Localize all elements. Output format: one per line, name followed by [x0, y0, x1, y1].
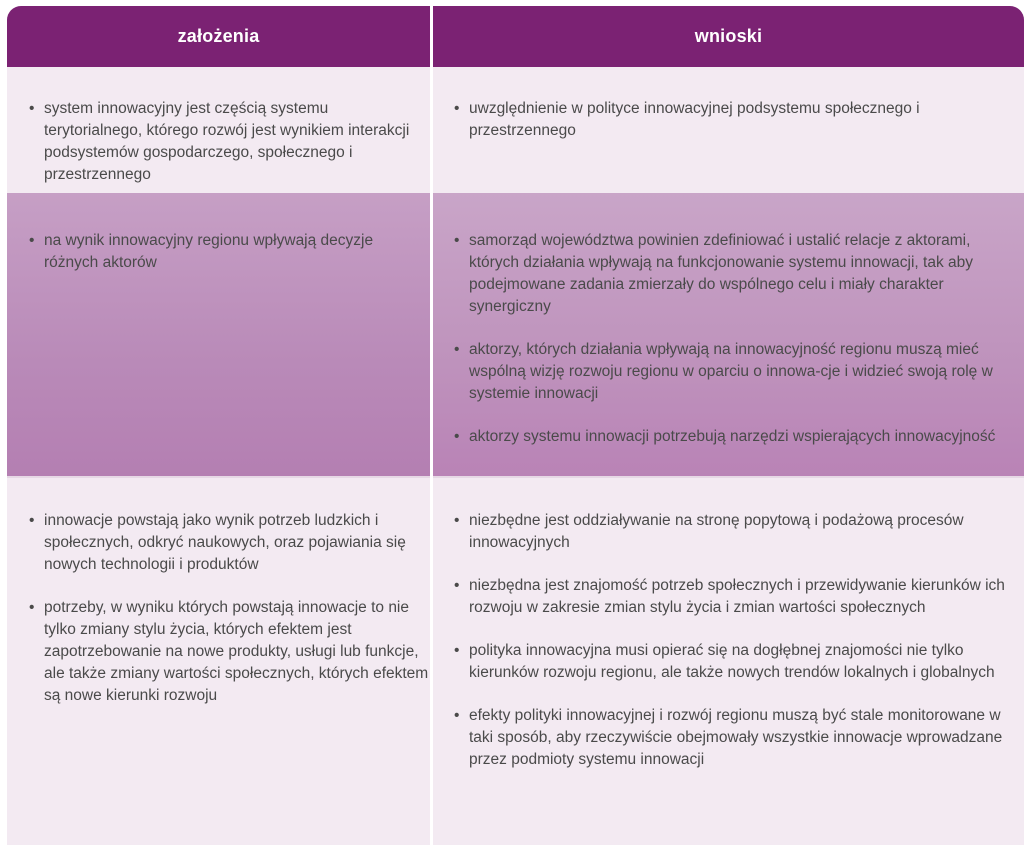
cell-zalozenia-row-3 [29, 510, 429, 707]
list-item: • innowacje powstają jako wynik potrzeb ludzkich i społecznych, odkryć naukowych, oraz pojawiania się nowych technologii i produktów [29, 510, 429, 576]
list-item: • efekty polityki innowacyjnej i rozwój regionu muszą być stale monitorowane w taki sposób, aby rzeczywiście obejmowały wszystkie innowacje wprowadzane przez podmioty systemu innowacji [454, 705, 1014, 771]
list-item: • niezbędne jest oddziaływanie na stronę popytową i podażową procesów innowacyjnych [454, 510, 1014, 554]
list-item: • aktorzy, których działania wpływają na innowacyjność regionu muszą mieć wspólną wizję rozwoju regionu w oparciu o innowa-cje i widzieć swoją rolę w systemie innowacji [454, 339, 1014, 405]
row-divider [7, 476, 1024, 478]
cell-wnioski-row-3 [454, 510, 1014, 771]
column-header-wnioski: wnioski [694, 26, 763, 46]
column-header-zalozenia: założenia [177, 26, 260, 46]
table-row-3 [7, 476, 1024, 845]
list-item: • aktorzy systemu innowacji potrzebują narzędzi wspierających innowacyjność [454, 426, 1014, 448]
list-item: • uwzględnienie w polityce innowacyjnej podsystemu społecznego i przestrzennego [454, 98, 1014, 142]
cell-wnioski-row-2 [454, 230, 1014, 448]
list-item: • niezbędna jest znajomość potrzeb społecznych i przewidywanie kierunków ich rozwoju w zakresie zmian stylu życia i zmian wartości społecznych [454, 575, 1014, 619]
list-item: • potrzeby, w wyniku których powstają innowacje to nie tylko zmiany stylu życia, których efektem jest zapotrzebowanie na nowe produkty, usługi lub funkcje, ale także zmiany wartości społecznych, których efektem są nowe kierunki rozwoju [29, 597, 429, 707]
assumptions-conclusions-table [7, 6, 1024, 845]
column-divider [430, 6, 433, 845]
list-item: • system innowacyjny jest częścią systemu terytorialnego, którego rozwój jest wynikiem interakcji podsystemów gospodarczego, społecznego i przestrzennego [29, 98, 429, 186]
cell-zalozenia-row-2 [29, 230, 429, 274]
cell-wnioski-row-1 [454, 98, 1014, 142]
table-row-2 [7, 193, 1024, 476]
list-item: • polityka innowacyjna musi opierać się na dogłębnej znajomości nie tylko kierunków rozwoju regionu, ale także nowych trendów lokalnych i globalnych [454, 640, 1014, 684]
table-header [7, 6, 1024, 67]
list-item: • na wynik innowacyjny regionu wpływają decyzje różnych aktorów [29, 230, 429, 274]
table-row-1 [7, 67, 1024, 193]
cell-zalozenia-row-1 [29, 98, 429, 186]
list-item: • samorząd województwa powinien zdefiniować i ustalić relacje z aktorami, których działania wpływają na funkcjonowanie systemu innowacji, tak aby podejmowane zadania zmierzały do wspólnego celu i miały charakter synergiczny [454, 230, 1014, 318]
